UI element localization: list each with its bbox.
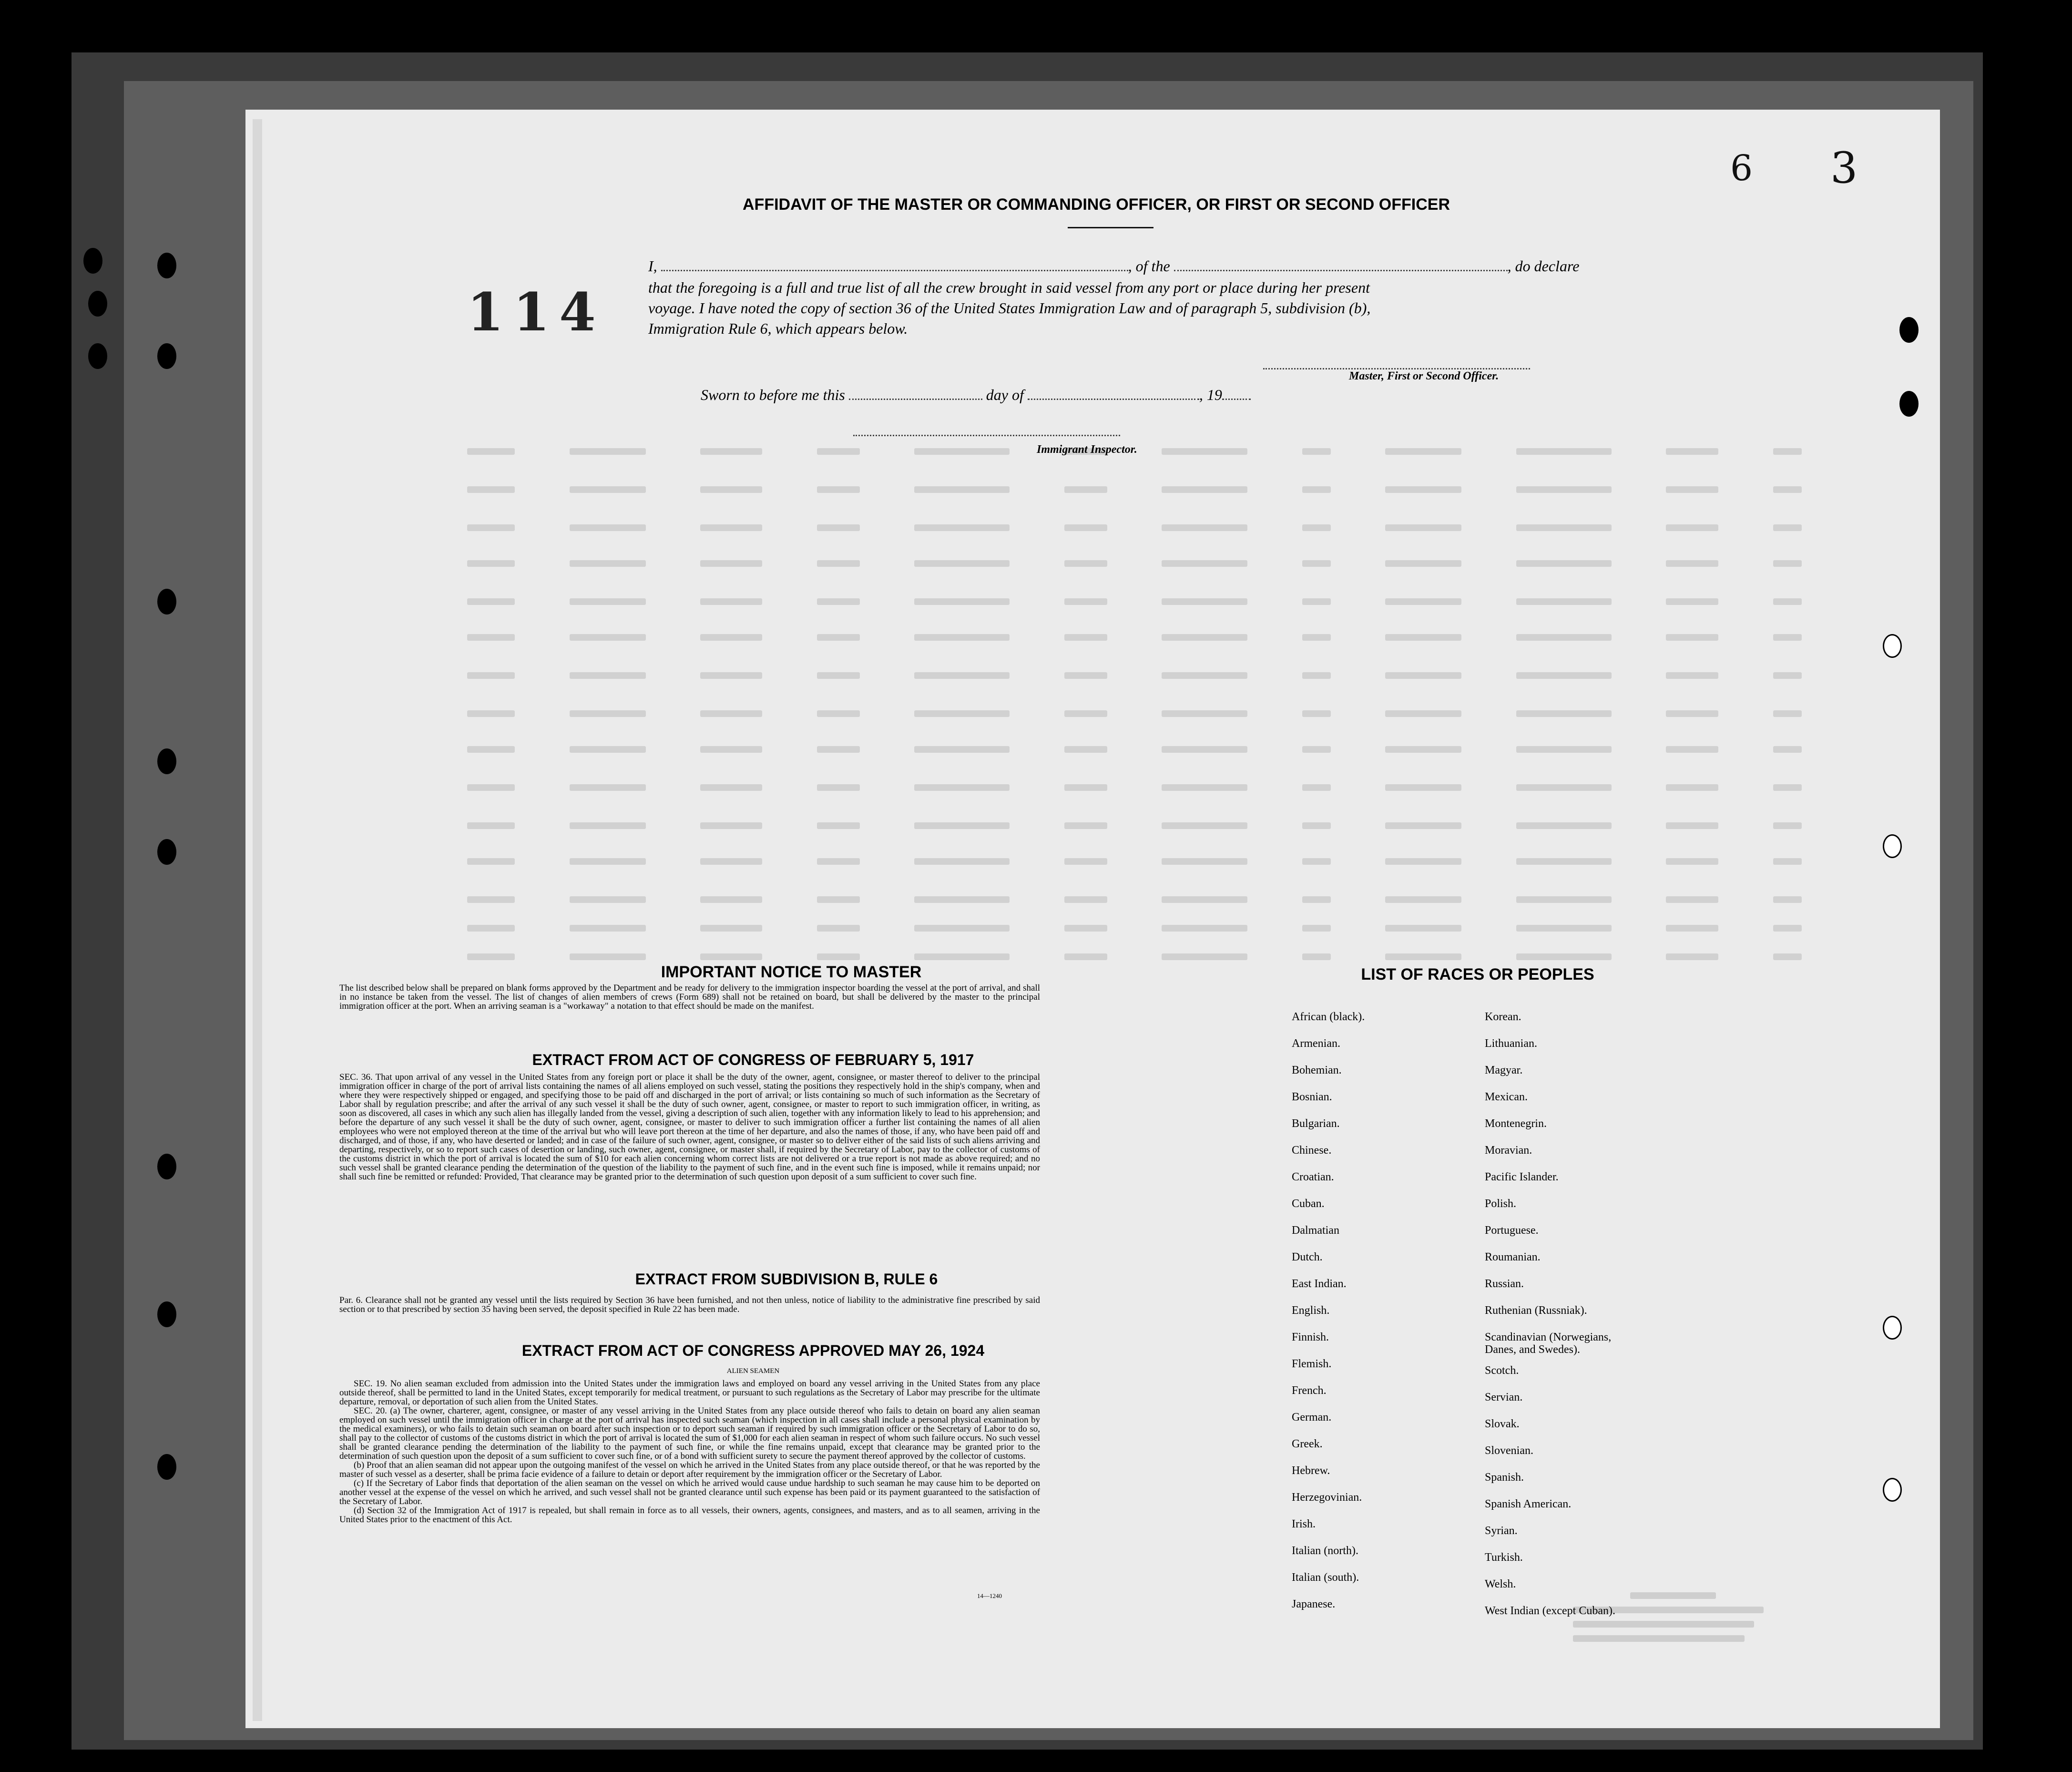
section-20c-text: (c) If the Secretary of Labor finds that deportation of the alien seaman on the vessel on which he arrived would cause undue hardship to such seaman he may cause him to be deported on another vessel at the expense of the vessel on which he arrived, and such vessel shall not be granted clearance until such expense has been paid or its payment guaranteed to the satisfaction of the Secretary of Labor. (339, 1478, 1040, 1506)
bleed-through-row (467, 596, 1802, 607)
bleed-through-row (467, 484, 1802, 495)
binder-hole (157, 343, 176, 369)
notice-body: The list described below shall be prepared on blank forms approved by the Department and be ready for delivery to the immigration inspector boarding the vessel at the port of arrival, and shall in no instance be taken from the vessel. The list of changes of alien members of crews (Form 689) shall not be retained on board, but shall be delivered by the master to the principal immigration officer at the port. When an arriving seaman is a "workaway" a notation to that effect should be made on the manifest. (339, 983, 1040, 1011)
bleed-through-row (467, 856, 1802, 867)
inspector-caption: Immigrant Inspector. (1037, 443, 1137, 456)
race-item: Flemish. (1292, 1358, 1332, 1370)
extract-1924-title: EXTRACT FROM ACT OF CONGRESS APPROVED MAY 26, 1924 (521, 1342, 985, 1359)
race-item: Dutch. (1292, 1251, 1323, 1263)
section-20d-text: (d) Section 32 of the Immigration Act of 1917 is repealed, but shall remain in force as to all vessels, their owners, agents, consignees, and masters, and as to all seamen, arriving in the United States prior to the enactment of this Act. (339, 1506, 1040, 1525)
race-item: Pacific Islander. (1485, 1171, 1559, 1183)
sworn-line (701, 386, 1251, 404)
bleed-through-row (467, 782, 1802, 793)
binder-hole (83, 248, 102, 274)
affidavit-title: AFFIDAVIT OF THE MASTER OR COMMANDING OFFICER, OR FIRST OR SECOND OFFICER (743, 195, 1450, 214)
race-item: Servian. (1485, 1391, 1523, 1403)
binder-hole (1899, 317, 1919, 343)
binder-hole (1883, 1316, 1902, 1340)
race-item: Italian (south). (1292, 1571, 1359, 1584)
binder-hole (157, 748, 176, 774)
vessel-name-blank (1174, 269, 1508, 271)
race-item: German. (1292, 1411, 1332, 1424)
race-item: Scotch. (1485, 1364, 1519, 1377)
race-item: Hebrew. (1292, 1465, 1330, 1477)
race-item: Polish. (1485, 1198, 1517, 1210)
binder-hole (1899, 391, 1919, 417)
race-item: Russian. (1485, 1278, 1524, 1290)
form-number: 14—1240 (977, 1592, 1002, 1599)
binder-hole (88, 291, 107, 317)
race-item: Italian (north). (1292, 1545, 1358, 1557)
race-item: Japanese. (1292, 1598, 1336, 1610)
race-item: Moravian. (1485, 1144, 1532, 1157)
race-item: Slovenian. (1485, 1444, 1533, 1457)
affidavit-text: , 19 (1199, 386, 1222, 403)
affidavit-text: , of the (1128, 257, 1170, 275)
affidavit-line-3: voyage. I have noted the copy of section 36 of the United States Immigration Law and of paragraph 5, subdivision (b), (648, 299, 1371, 317)
race-item: French. (1292, 1384, 1327, 1397)
race-item: Cuban. (1292, 1198, 1325, 1210)
race-item: Portuguese. (1485, 1224, 1539, 1237)
section-20b-text: (b) Proof that an alien seaman did not appear upon the outgoing manifest of the vessel on which he arrived in the United States from any place outside thereof, or that he was reported by the master of such vessel as a deserter, shall be prima facie evidence of a failure to detain or deport after requirement by the immigration officer or the Secretary of Labor. (339, 1460, 1040, 1479)
sworn-day-blank (849, 398, 982, 400)
binder-hole (1883, 834, 1902, 858)
affidavit-text: Sworn to before me this (701, 386, 845, 403)
race-item: Croatian. (1292, 1171, 1334, 1183)
affidavit-text: I, (648, 257, 657, 275)
officer-name-blank (661, 269, 1128, 271)
bleed-through-row (467, 522, 1802, 533)
sworn-year-blank (1222, 398, 1251, 400)
handwritten-page-mark: 3 (1830, 143, 1858, 193)
race-item: Bulgarian. (1292, 1117, 1340, 1130)
inspector-signature-line (853, 434, 1120, 436)
alien-seamen-subtitle: ALIEN SEAMEN (726, 1367, 780, 1375)
signature-caption: Master, First or Second Officer. (1349, 370, 1499, 382)
affidavit-line-4: Immigration Rule 6, which appears below. (648, 320, 908, 337)
binder-hole (1883, 1478, 1902, 1502)
paragraph-6-text: Par. 6. Clearance shall not be granted any vessel until the lists required by Section 36 have been furnished, and not then unless, notice of liability to the administrative fine prescribed by said section or to that prescribed by section 35 having been served, the deposit specified in Rule 22 has been made. (339, 1295, 1040, 1314)
divider (1068, 227, 1153, 228)
race-item: Finnish. (1292, 1331, 1329, 1343)
race-item: Ruthenian (Russniak). (1485, 1304, 1587, 1317)
faded-stamp (1573, 1592, 1773, 1649)
section-19-text: SEC. 19. No alien seaman excluded from admission into the United States under the immigration laws and employed on board any vessel arriving in the United States from any place outside thereof, shall be permitted to land in the United States, except temporarily for medical treatment, or pursuant to such regulations as the Secretary of Labor may prescribe for the ultimate departure, removal, or deportation of such alien from the United States. (339, 1379, 1040, 1407)
race-item: African (black). (1292, 1011, 1365, 1023)
affidavit-line-1 (648, 257, 1579, 275)
affidavit-line-2: that the foregoing is a full and true list of all the crew brought in said vessel from any port or place during her present (648, 279, 1370, 296)
binder-hole (157, 589, 176, 615)
sheet-edge (253, 119, 262, 1721)
alien-seamen-text (339, 1379, 1040, 1524)
binder-hole (157, 839, 176, 865)
race-item: English. (1292, 1304, 1330, 1317)
race-item: East Indian. (1292, 1278, 1347, 1290)
bleed-through-row (467, 708, 1802, 719)
race-item: Spanish American. (1485, 1498, 1572, 1510)
binder-hole (157, 1301, 176, 1327)
race-item: Welsh. (1485, 1578, 1516, 1590)
bleed-through-row (467, 820, 1802, 831)
binder-hole (1883, 634, 1902, 658)
race-item: Bosnian. (1292, 1091, 1332, 1103)
race-item: West Indian (except Cuban). (1485, 1605, 1615, 1617)
race-item: Slovak. (1485, 1418, 1520, 1430)
races-title: LIST OF RACES OR PEOPLES (1361, 965, 1594, 983)
race-item: Roumanian. (1485, 1251, 1541, 1263)
bleed-through-row (467, 670, 1802, 681)
affidavit-text: day of (986, 386, 1024, 403)
section-36-text: SEC. 36. That upon arrival of any vessel in the United States from any foreign port or place it shall be the duty of the owner, agent, consignee, or master thereof to deliver to the principal immigration officer in charge of the port of arrival lists containing the names of all aliens employed on such vessel, stating the positions they respectively hold in the ship's company, when and where they were respectively shipped or engaged, and specifying those to be paid off and discharged in the port of arrival; or lists containing so much of such information as the Secretary of Labor shall by regulation prescribe; and after the arrival of any such vessel it shall be the duty of such owner, agent, consignee, or master to report to such immigration officer, in writing, as soon as discovered, all cases in which any such alien has illegally landed from the vessel, giving a description of such alien, together with any information likely to lead to his apprehension; and before the departure of any such vessel it shall be the duty of such owner, agent, consignee, or master to deliver to such immigration officer a further list containing the names of all alien employees who were not employed thereon at the time of the arrival but who will leave port thereon at the time of her departure, and also the names of those, if any, who have been paid off and discharged, and of those, if any, who have deserted or landed; and in case of the failure of such owner, agent, consignee, or master so to deliver either of the said lists of such aliens arriving and departing, respectively, or so to report such cases of desertion or landing, such owner, agent, consignee, or master shall, if required by the Secretary of Labor, pay to the collector of customs of the customs district in which the port of arrival is located the sum of $10 for each alien concerning whom correct lists are not delivered or a true report is not made as above required; and no such vessel shall be granted clearance pending the determination of the question of the liability to the payment of such fine, and in the event such fine is imposed, while it remains unpaid; nor shall such fine be remitted or refunded: Provided, That clearance may be granted prior to the determination of such question upon deposit of a sum sufficient to cover such fine. (339, 1072, 1040, 1182)
race-item: Armenian. (1292, 1037, 1340, 1050)
race-item: Montenegrin. (1485, 1117, 1547, 1130)
bleed-through-row (467, 632, 1802, 643)
bleed-through-row (467, 894, 1802, 905)
race-item: Lithuanian. (1485, 1037, 1537, 1050)
affidavit-text: , do declare (1507, 257, 1580, 275)
bleed-through-row (467, 922, 1802, 934)
signature-line (1263, 367, 1530, 369)
race-item: Irish. (1292, 1518, 1316, 1530)
bleed-through-row (467, 951, 1802, 963)
race-item: Chinese. (1292, 1144, 1332, 1157)
binder-hole (88, 343, 107, 369)
race-item: Spanish. (1485, 1471, 1524, 1484)
bleed-through-row (467, 558, 1802, 569)
race-item: Mexican. (1485, 1091, 1528, 1103)
race-item: Herzegovinian. (1292, 1491, 1362, 1504)
binder-hole (157, 1454, 176, 1480)
race-item: Dalmatian (1292, 1224, 1339, 1237)
race-item: Scandinavian (Norwegians, Danes, and Swedes). (1485, 1331, 1612, 1356)
race-item: Korean. (1485, 1011, 1521, 1023)
handwritten-margin-note: 114 (467, 281, 605, 343)
handwritten-page-mark: 6 (1730, 148, 1753, 189)
sworn-month-blank (1028, 398, 1199, 400)
extract-1917-title: EXTRACT FROM ACT OF CONGRESS OF FEBRUARY 5, 1917 (532, 1051, 974, 1068)
section-20a-text: SEC. 20. (a) The owner, charterer, agent, consignee, or master of any vessel arriving in the United States from any place outside thereof who fails to detain on board any alien seaman employed on such vessel until the immigration officer in charge at the port of arrival has inspected such seaman (which inspection in all cases shall include a personal physical examination by the medical examiners), or who fails to detain such seaman on board after such inspection or to deport such seaman if required by such immigration officer or the Secretary of Labor to do so, shall pay to the collector of customs of the customs district in which the port of arrival is located the sum of $1,000 for each alien seaman in respect of whom such failure occurs. No such vessel shall be granted clearance pending the determination of the liability to the payment of such fine, or while the fine remains unpaid, except that clearance may be granted prior to the determination of such question upon the deposit of a sum sufficient to cover such fine, or of a bond with sufficient surety to secure the payment thereof approved by the collector of customs. (339, 1406, 1040, 1461)
race-item: Greek. (1292, 1438, 1323, 1450)
extract-rule6-title: EXTRACT FROM SUBDIVISION B, RULE 6 (635, 1270, 938, 1288)
binder-hole (157, 1154, 176, 1179)
race-item: Bohemian. (1292, 1064, 1342, 1076)
binder-hole (157, 253, 176, 278)
race-item: Turkish. (1485, 1551, 1523, 1564)
bleed-through-row (467, 744, 1802, 755)
race-item: Syrian. (1485, 1525, 1518, 1537)
notice-title: IMPORTANT NOTICE TO MASTER (661, 963, 922, 981)
race-item: Magyar. (1485, 1064, 1523, 1076)
